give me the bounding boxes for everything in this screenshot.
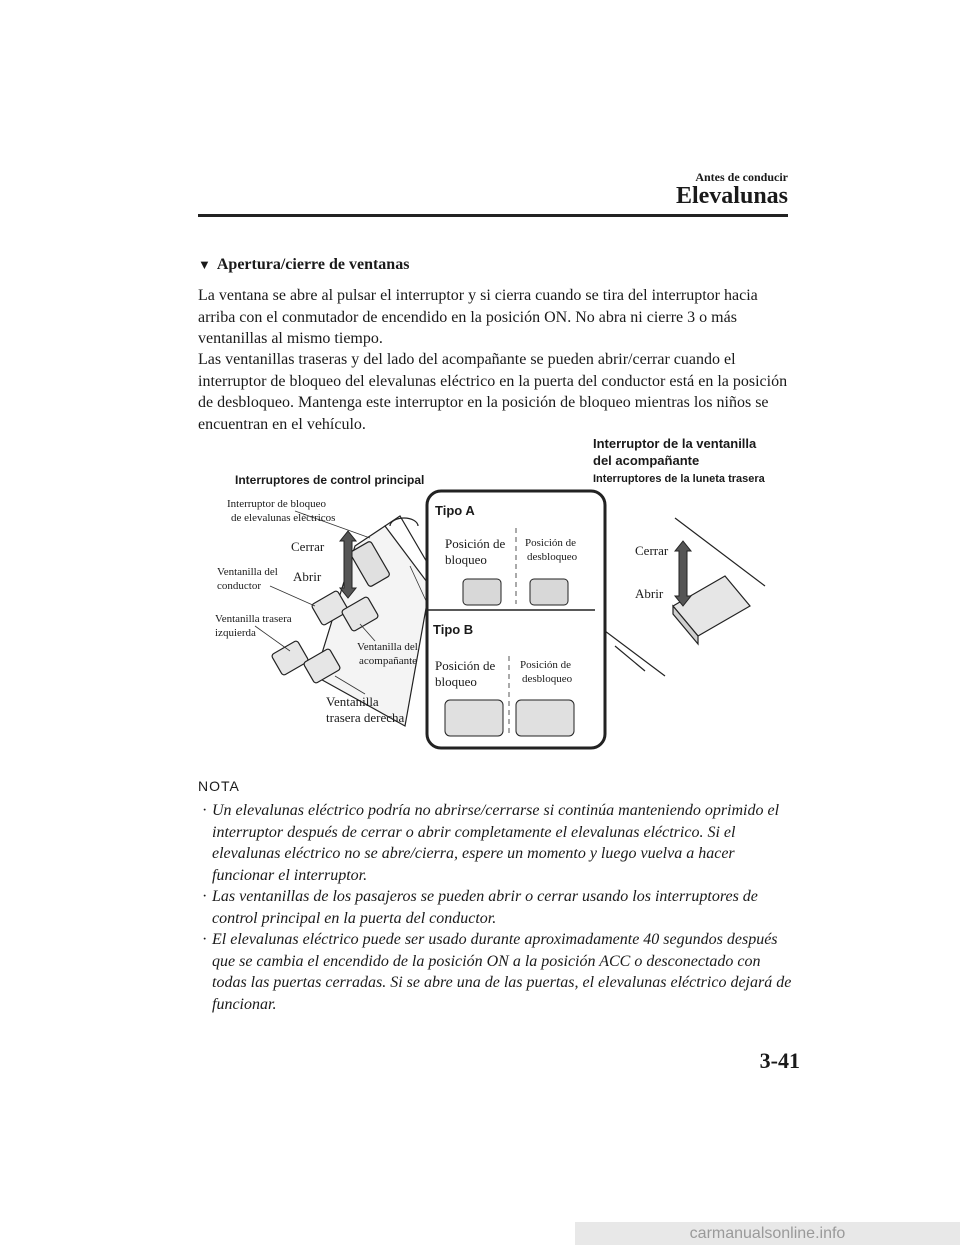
nota-line: interruptor después de cerrar o abrir completamente el elevalunas eléctrico. Si el: [212, 823, 736, 841]
open-label: Abrir: [293, 569, 322, 584]
footer-watermark[interactable]: carmanualsonline.info: [575, 1222, 960, 1245]
paragraph-2-line: de desbloqueo. Mantenga este interruptor en la posición de bloqueo mientras los niños se: [198, 394, 769, 411]
nota-line: control principal en la puerta del conductor.: [212, 909, 497, 927]
right-close-label: Cerrar: [635, 543, 669, 558]
paragraph-2-line: encuentran en el vehículo.: [198, 415, 366, 433]
type-a-label: Tipo A: [435, 503, 475, 518]
paragraph-1: [198, 285, 798, 350]
main-switches-label: Interruptores de control principal: [235, 473, 425, 487]
paragraph-2-line: Las ventanillas traseras y del lado del acompañante se pueden abrir/cerrar cuando el: [198, 351, 736, 368]
driver-window-label: Ventanilla del: [217, 566, 278, 578]
passenger-switch-label: Interruptor de la ventanilla: [593, 436, 757, 451]
list-item: · Las ventanillas de los pasajeros se pueden abrir o cerrar usando los interruptores de control principal en la puerta del conductor.: [200, 886, 800, 929]
header-title: Elevalunas: [675, 183, 788, 209]
type-a-unlock-label: desbloqueo: [527, 551, 578, 563]
nota-line: El elevalunas eléctrico puede ser usado durante aproximadamente 40 segundos después: [212, 931, 778, 948]
nota-line: elevalunas eléctrico no se abre/cierra, espere un momento y luego vuelva a hacer: [212, 845, 735, 862]
type-a-lock-label: Posición de: [445, 536, 506, 551]
nota-line: Un elevalunas eléctrico podría no abrirse/cerrarse si continúa manteniendo oprimido el: [212, 802, 780, 819]
paragraph-1-line: ventanillas al mismo tiempo.: [198, 330, 383, 347]
rear-right-label: trasera derecha: [326, 710, 405, 725]
nota-line: Las ventanillas de los pasajeros se pueden abrir o cerrar usando los interruptores de: [212, 888, 758, 905]
type-a-unlock-label: Posición de: [525, 537, 577, 549]
section-heading: [198, 256, 409, 274]
nota-label: NOTA: [198, 778, 240, 794]
right-open-close-arrow: [675, 541, 691, 606]
rear-left-label: izquierda: [215, 627, 256, 639]
paragraph-1-line: arriba con el conmutador de encendido en la posición ON. No abra ni cierre 3 o más: [198, 308, 737, 326]
rear-switches-label: Interruptores de la luneta trasera: [593, 473, 765, 485]
paragraph-1-line: La ventana se abre al pulsar el interruptor y si cierra cuando se tira del interruptor hacia: [198, 287, 758, 304]
list-item: · El elevalunas eléctrico puede ser usado durante aproximadamente 40 segundos después que se cambia el encendido de la posición ON a la posición ACC o desconectado con todas las puertas cerradas. Si se abre una de las puertas, el elevalunas eléctrico dejará de funcionar.: [200, 929, 800, 1015]
paragraph-2-line: interruptor de bloqueo del elevalunas eléctrico en la puerta del conductor está en la posición: [198, 372, 788, 390]
type-b-unlock-label: Posición de: [520, 659, 572, 671]
type-b-lock-label: bloqueo: [435, 674, 477, 689]
right-open-label: Abrir: [635, 586, 664, 601]
type-b-label: Tipo B: [433, 622, 474, 637]
lock-switch-label: de elevalunas eléctricos: [231, 512, 336, 524]
nota-line: funcionar el interruptor.: [212, 866, 368, 884]
page-number: 3-41: [759, 1048, 800, 1073]
header-rule: [198, 214, 788, 217]
nota-line: funcionar.: [212, 995, 277, 1013]
nota-line: que se cambia el encendido de la posición ON a la posición ACC o desconectado con: [212, 952, 761, 970]
close-label: Cerrar: [291, 539, 325, 554]
header-section: Antes de conducir: [695, 170, 788, 184]
passenger-switch-label: del acompañante: [593, 453, 700, 468]
passenger-window-label: acompañante: [359, 655, 418, 667]
type-b-lock-label: Posición de: [435, 658, 496, 673]
type-a-lock-label: bloqueo: [445, 552, 487, 567]
rear-right-label: Ventanilla: [326, 694, 379, 709]
nota-list: [200, 800, 800, 1015]
rear-left-label: Ventanilla trasera: [215, 613, 292, 625]
passenger-window-label: Ventanilla del: [357, 641, 418, 653]
paragraph-2: [198, 349, 798, 435]
nota-line: todas las puertas cerradas. Si se abre una de las puertas, el elevalunas eléctrico dejará de: [212, 974, 792, 991]
triangle-icon: ▼: [198, 257, 211, 272]
lock-switch-label: Interruptor de bloqueo: [227, 498, 326, 510]
driver-window-label: conductor: [217, 580, 261, 592]
section-heading-text: Apertura/cierre de ventanas: [216, 256, 410, 273]
type-b-unlock-label: desbloqueo: [522, 673, 573, 685]
type-callout: [427, 491, 605, 748]
window-switch-figure: [195, 436, 795, 756]
list-item: · Un elevalunas eléctrico podría no abrirse/cerrarse si continúa manteniendo oprimido el interruptor después de cerrar o abrir completamente el elevalunas eléctrico. Si el elevalunas eléctrico no se abre/cierra, espere un momento y luego vuelva a hacer funcionar el interruptor.: [200, 800, 800, 886]
